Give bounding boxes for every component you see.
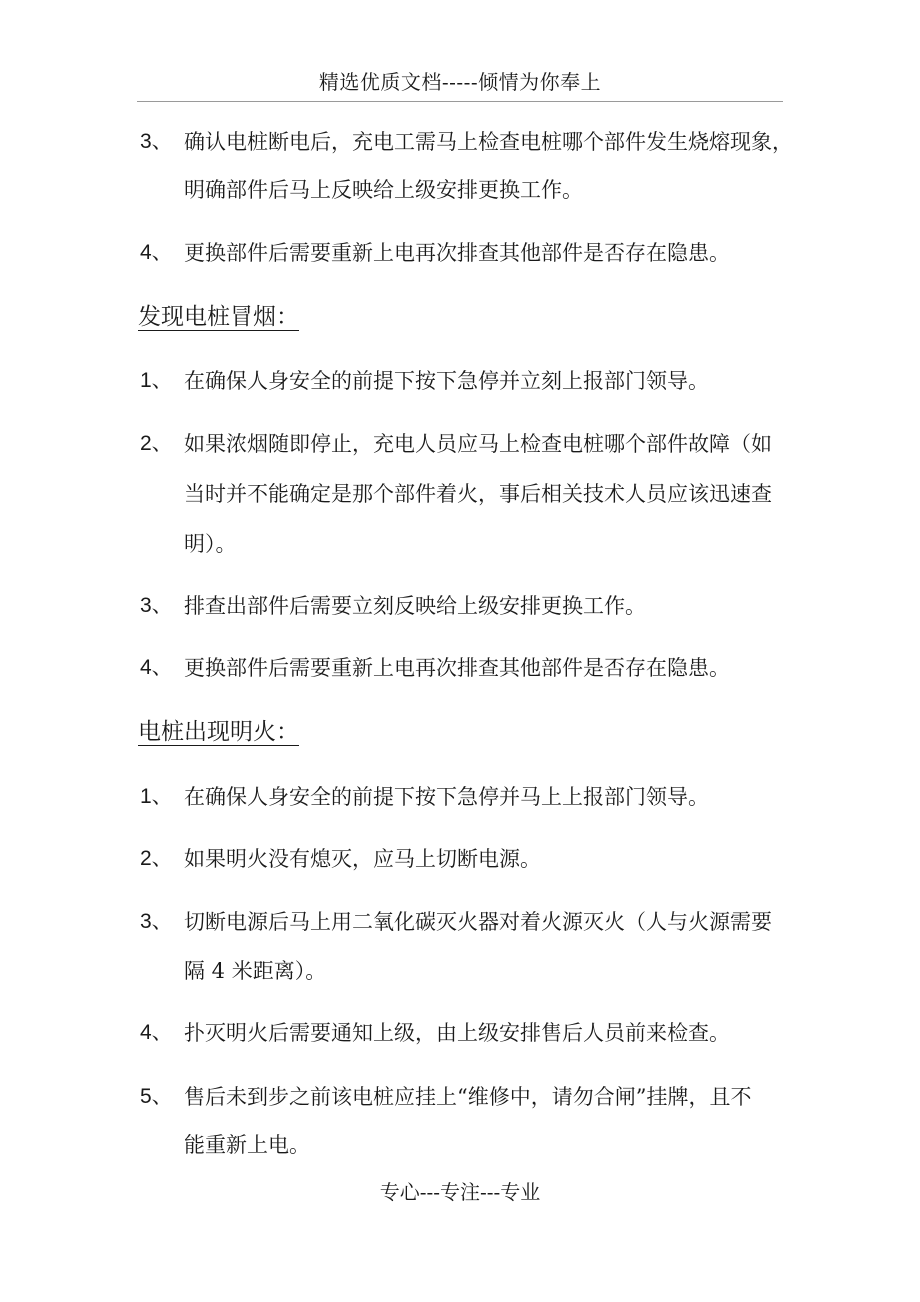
item-text-continued: 隔 4 米距离）。 bbox=[184, 959, 327, 983]
item-number: 5、 bbox=[140, 1085, 173, 1108]
page-header: 精选优质文档-----倾情为你奉上 bbox=[318, 70, 602, 94]
item-text-continued: 能重新上电。 bbox=[184, 1133, 310, 1157]
item-text: 如果浓烟随即停止，充电人员应马上检查电桩哪个部件故障（如 bbox=[184, 432, 772, 456]
item-text: 在确保人身安全的前提下按下急停并马上上报部门领导。 bbox=[184, 785, 709, 809]
item-text: 更换部件后需要重新上电再次排查其他部件是否存在隐患。 bbox=[184, 241, 730, 265]
header-rule bbox=[137, 101, 783, 102]
item-number: 4、 bbox=[140, 1021, 173, 1044]
item-text-continued: 明确部件后马上反映给上级安排更换工作。 bbox=[184, 178, 583, 202]
item-number: 3、 bbox=[140, 594, 173, 617]
item-text: 更换部件后需要重新上电再次排查其他部件是否存在隐患。 bbox=[184, 656, 730, 680]
section-title-fire: 电桩出现明火： bbox=[138, 719, 299, 745]
item-text: 在确保人身安全的前提下按下急停并立刻上报部门领导。 bbox=[184, 369, 709, 393]
item-text-continued: 当时并不能确定是那个部件着火，事后相关技术人员应该迅速查 bbox=[184, 482, 772, 506]
item-text: 排查出部件后需要立刻反映给上级安排更换工作。 bbox=[184, 594, 646, 618]
item-text: 售后未到步之前该电桩应挂上“维修中，请勿合闸”挂牌，且不 bbox=[184, 1085, 752, 1109]
item-number: 2、 bbox=[140, 847, 173, 870]
item-number: 3、 bbox=[140, 910, 173, 933]
item-text-continued: 明）。 bbox=[184, 532, 237, 556]
item-text: 确认电桩断电后，充电工需马上检查电桩哪个部件发生烧熔现象， bbox=[184, 130, 793, 154]
item-number: 4、 bbox=[140, 241, 173, 264]
item-number: 4、 bbox=[140, 656, 173, 679]
item-number: 3、 bbox=[140, 130, 173, 153]
item-number: 1、 bbox=[140, 785, 173, 808]
item-text: 切断电源后马上用二氧化碳灭火器对着火源灭火（人与火源需要 bbox=[184, 910, 772, 934]
section-title-smoke: 发现电桩冒烟： bbox=[138, 304, 299, 330]
item-text: 如果明火没有熄灭，应马上切断电源。 bbox=[184, 847, 541, 871]
item-text: 扑灭明火后需要通知上级，由上级安排售后人员前来检查。 bbox=[184, 1021, 730, 1045]
item-number: 1、 bbox=[140, 369, 173, 392]
page-footer: 专心---专注---专业 bbox=[379, 1180, 541, 1204]
item-number: 2、 bbox=[140, 432, 173, 455]
